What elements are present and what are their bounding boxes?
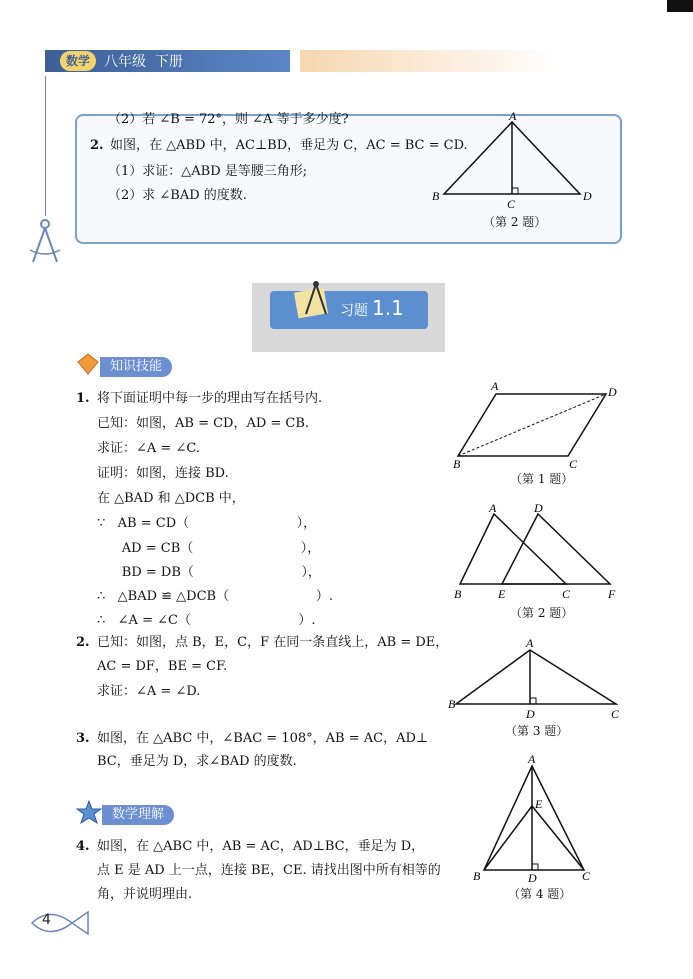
q1-line: 已知：如图，AB = CD，AD = CB. xyxy=(97,416,310,431)
subject-badge: 数学 xyxy=(60,51,96,71)
compass-icon xyxy=(25,218,65,266)
q1-line: ∴ ∠A = ∠C（ ）. xyxy=(97,613,316,628)
q4-line: 角，并说明理由. xyxy=(97,887,193,902)
q1-line: ∵ AB = CD（ ）， xyxy=(97,516,317,531)
label-D: D xyxy=(534,501,543,515)
star-icon xyxy=(76,800,102,824)
label-C: C xyxy=(582,869,591,883)
label-C: C xyxy=(507,197,516,211)
q2-line: 求证：∠A = ∠D. xyxy=(97,684,201,699)
q1-line: 证明：如图，连接 BD. xyxy=(97,466,229,481)
tag-knowledge-skills: 知识技能 xyxy=(100,357,172,377)
figure-1-caption: （第 1 题） xyxy=(510,472,574,486)
q1-line: BD = DB（ ）， xyxy=(97,565,321,580)
fish-emblem-icon xyxy=(28,904,98,942)
q1-line: AD = CB（ ）， xyxy=(97,541,321,556)
q2-line: AC = DF，BE = CF. xyxy=(97,659,228,674)
q4-line: 如图，在 △ABC 中，AB = AC，AD⊥BC，垂足为 D， xyxy=(97,839,425,854)
box-figure-caption: （第 2 题） xyxy=(483,215,547,229)
label-B: B xyxy=(448,697,456,711)
label-A: A xyxy=(509,110,517,123)
q3-number: 3. xyxy=(76,731,90,746)
label-E: E xyxy=(535,797,543,811)
q2-number: 2. xyxy=(76,635,90,650)
corner-mark xyxy=(667,0,693,12)
box-q2-number: 2. xyxy=(90,138,104,153)
label-D: D xyxy=(526,707,535,720)
figure-1 xyxy=(448,378,628,470)
section-number: 1.1 xyxy=(372,296,404,320)
label-A: A xyxy=(489,501,497,515)
label-B: B xyxy=(432,189,440,203)
label-E: E xyxy=(498,587,506,600)
page-number: 4 xyxy=(42,912,51,928)
q1-line: ∴ △BAD ≌ △DCB（ ）. xyxy=(97,589,334,604)
q4-line: 点 E 是 AD 上一点，连接 BE，CE. 请找出图中所有相等的 xyxy=(97,863,441,878)
label-B: B xyxy=(454,587,462,600)
label-A: A xyxy=(528,752,536,766)
grade-title: 八年级 下册 xyxy=(104,54,183,70)
box-q2-part2: （2）求 ∠BAD 的度数. xyxy=(108,188,247,203)
q3-line: 如图，在 △ABC 中，∠BAC = 108°，AB = AC，AD⊥ xyxy=(97,731,429,746)
label-D: D xyxy=(583,189,592,203)
box-q2-part1: （1）求证：△ABD 是等腰三角形; xyxy=(108,164,308,179)
diamond-icon xyxy=(76,352,100,376)
q1-line: 求证：∠A = ∠C. xyxy=(97,441,200,456)
compass-paper-icon xyxy=(292,278,336,322)
label-C: C xyxy=(611,707,620,720)
q1-number: 1. xyxy=(76,391,90,406)
q3-line: BC，垂足为 D，求∠BAD 的度数. xyxy=(97,754,297,769)
margin-line xyxy=(45,76,46,216)
section-label: 习题 xyxy=(340,303,368,319)
label-D: D xyxy=(528,871,537,884)
figure-3-caption: （第 3 题） xyxy=(505,724,569,738)
figure-3 xyxy=(446,634,626,720)
header-decoration xyxy=(300,50,560,72)
tag-math-understanding: 数学理解 xyxy=(102,805,174,825)
box-q2-text: 如图，在 △ABD 中，AC⊥BD，垂足为 C，AC = BC = CD. xyxy=(110,138,468,153)
label-A: A xyxy=(491,379,499,393)
label-C: C xyxy=(569,457,578,470)
label-B: B xyxy=(473,869,481,883)
figure-4-caption: （第 4 题） xyxy=(508,887,572,901)
label-B: B xyxy=(453,457,461,470)
label-D: D xyxy=(608,385,617,399)
figure-4 xyxy=(470,752,600,884)
label-F: F xyxy=(608,587,616,600)
label-C: C xyxy=(562,587,571,600)
q1-line: 将下面证明中每一步的理由写在括号内. xyxy=(97,391,323,406)
q4-number: 4. xyxy=(76,839,90,854)
figure-2-caption: （第 2 题） xyxy=(510,606,574,620)
label-A: A xyxy=(526,636,534,650)
q1-line: 在 △BAD 和 △DCB 中， xyxy=(97,491,245,506)
figure-2 xyxy=(448,498,628,600)
q2-line: 已知：如图，点 B，E，C，F 在同一条直线上，AB = DE， xyxy=(97,635,449,650)
box-line-1: （2）若 ∠B = 72°，则 ∠A 等于多少度? xyxy=(108,112,349,127)
